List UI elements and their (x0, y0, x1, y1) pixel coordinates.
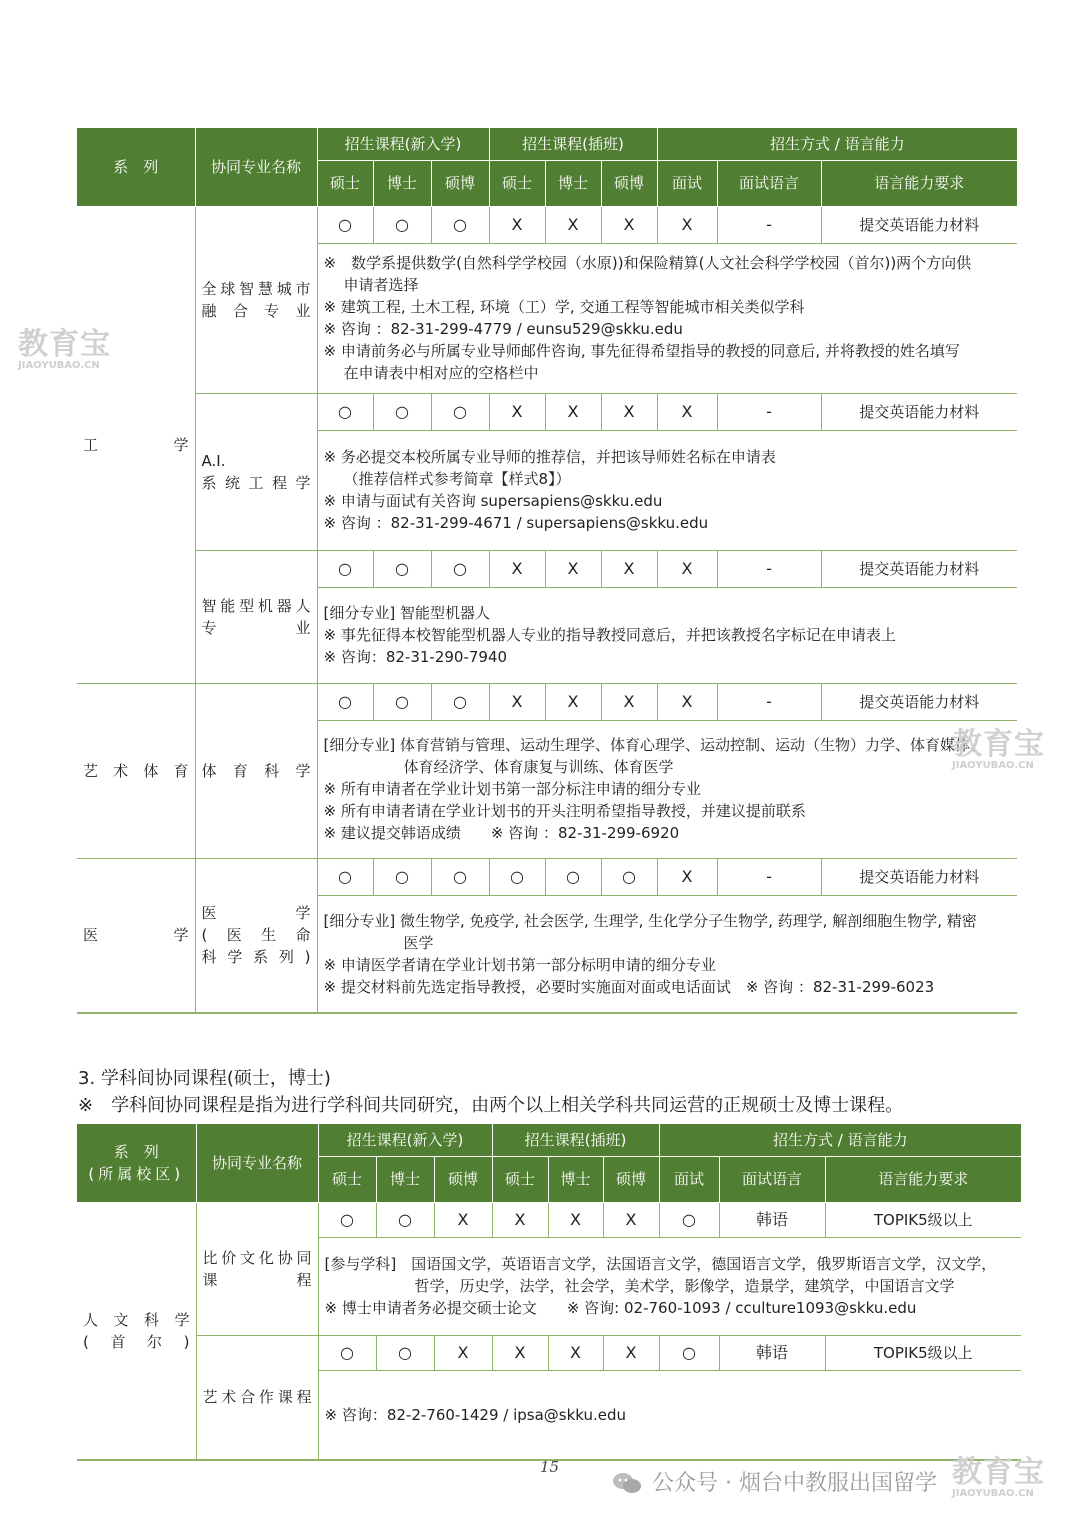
program-availability-mark: X (489, 206, 545, 243)
watermark-text: 教育宝 (952, 1455, 1045, 1490)
program-availability-mark: ○ (601, 858, 657, 895)
program-availability-mark: ○ (317, 206, 373, 243)
series-char: 学 (173, 926, 189, 945)
note-line: [细分专业] 智能型机器人 (323, 604, 490, 622)
notes-cell (318, 1237, 1021, 1335)
major-name-char: 工 (248, 473, 264, 492)
major-name-char: 器 (276, 596, 292, 615)
series-char: 体 (143, 761, 159, 780)
header-master: 硕士 (492, 1156, 548, 1202)
note-line: ※ 建议提交韩语成绩 ※ 咨询 ：82-31-299-6920 (323, 824, 680, 842)
major-name-char: 专 (264, 301, 280, 320)
major-name-line (202, 946, 311, 968)
major-name-char: 系 (253, 948, 269, 967)
program-availability-mark: X (601, 550, 657, 587)
watermark-bottom (952, 1455, 1045, 1500)
program-availability-mark: X (434, 1202, 492, 1237)
major-name-line (202, 472, 311, 494)
major-name-line (203, 1269, 312, 1291)
program-availability-mark: X (489, 683, 545, 720)
header-transfer: 招生课程(插班) (489, 128, 657, 160)
major-name-char: 育 (232, 761, 248, 780)
header-interview-language: 面试语言 (717, 160, 821, 206)
major-name-char: 学 (227, 948, 243, 967)
program-availability-mark: ○ (317, 550, 373, 587)
note-line: ※ 咨询：82-2-760-1429 / ipsa@skku.edu (324, 1405, 627, 1424)
note-line: （推荐信样式参考简章【样式8】） (343, 470, 571, 488)
major-name-char: 能 (220, 596, 236, 615)
series-char: 育 (173, 761, 189, 780)
major-name-char: A.I. (201, 451, 226, 470)
note-line: ※ 建筑工程, 土木工程, 环境（工）学, 交通工程等智能城市相关类似学科 (323, 298, 805, 316)
page-number: 15 (540, 1458, 560, 1476)
major-name-char: 课 (202, 1270, 218, 1289)
major-name-line (83, 1309, 190, 1331)
major-name-char: 专 (201, 618, 217, 637)
header-new-enroll: 招生课程(新入学) (317, 128, 489, 160)
major-name-char: 学 (174, 1310, 190, 1329)
interview-language: 韩语 (719, 1202, 825, 1237)
program-availability-mark: X (489, 550, 545, 587)
header-transfer: 招生课程(插班) (492, 1124, 659, 1156)
note-line: 医学 (403, 933, 434, 952)
program-availability-mark: X (545, 206, 601, 243)
program-table-2 (77, 1124, 1021, 1461)
wechat-icon (612, 1471, 642, 1493)
program-availability-mark: ○ (431, 393, 489, 430)
program-availability-mark: X (492, 1335, 548, 1370)
notes-cell (317, 430, 1017, 550)
major-name-char: 业 (295, 301, 311, 320)
major-name-line (202, 595, 311, 617)
major-name-char: 生 (261, 926, 277, 945)
program-availability-mark: X (601, 393, 657, 430)
major-name-cell (195, 683, 317, 858)
header-combined: 硕博 (431, 160, 489, 206)
major-name-line (202, 760, 311, 782)
major-name-char: 医 (226, 926, 242, 945)
program-availability-mark: X (434, 1335, 492, 1370)
program-availability-mark: ○ (318, 1202, 376, 1237)
program-availability-mark: ○ (489, 858, 545, 895)
major-name-char: 学 (295, 904, 311, 923)
program-availability-mark: X (489, 393, 545, 430)
note-line: ※ 申请医学者请在学业计划书第一部分标明申请的细分专业 (323, 955, 716, 974)
major-name-char: 球 (220, 279, 236, 298)
interview-language: - (717, 683, 821, 720)
watermark-right (952, 727, 1045, 772)
note-line: ※ 事先征得本校智能型机器人专业的指导教授同意后，并把该教授名字标记在申请表上 (323, 626, 896, 644)
header-method: 招生方式 / 语言能力 (659, 1124, 1021, 1156)
major-name-char: ) (304, 948, 311, 967)
major-name-char: 人 (83, 1310, 99, 1329)
series-cell (77, 206, 195, 683)
major-name-char: 科 (264, 761, 280, 780)
interview-mark: X (657, 550, 717, 587)
major-name-char: 学 (295, 473, 311, 492)
program-availability-mark: X (603, 1202, 659, 1237)
major-name-cell (196, 1335, 318, 1460)
major-name-char: 城 (276, 279, 292, 298)
major-name-char: 融 (201, 301, 217, 320)
major-name-char: 列 (278, 948, 294, 967)
interview-language: - (717, 393, 821, 430)
major-name-char: 协 (277, 1248, 293, 1267)
note-line: ※ 咨询 ：82-31-299-4671 / supersapiens@skku.edu (323, 514, 709, 532)
program-availability-mark: ○ (317, 683, 373, 720)
wechat-account-text: 公众号 · 烟台中教服出国留学 (652, 1471, 937, 1496)
note-line: ※ 数学系提供数学(自然科学学校园（水原))和保险精算(人文社会科学学校园（首尔))两个方向供 (323, 254, 972, 272)
note-line: ※ 咨询 ：82-31-299-4779 / eunsu529@skku.edu (323, 320, 683, 338)
major-name-char: 合 (232, 301, 248, 320)
major-name-char: 命 (295, 926, 311, 945)
header-master: 硕士 (318, 1156, 376, 1202)
note-line: 体育经济学、体育康复与训练、体育医学 (403, 758, 674, 776)
major-name-char: 程 (296, 1388, 312, 1407)
note-line: [细分专业] 体育营销与管理、运动生理学、体育心理学、运动控制、运动（生物）力学、体育媒体、 (323, 736, 985, 754)
language-requirement: 提交英语能力材料 (821, 683, 1017, 720)
note-line: [细分专业] 微生物学, 免疫学, 社会医学, 生理学, 生化学分子生物学, 药理学, 解剖细胞生物学, 精密 (323, 911, 977, 930)
note-line: ※ 申请与面试有关咨询 supersapiens@skku.edu (323, 492, 663, 510)
watermark-sub: JIAOYUBAO.CN (952, 1488, 1034, 1499)
major-name-char: 智 (201, 596, 217, 615)
major-name-cell (195, 206, 317, 393)
program-availability-mark: X (545, 393, 601, 430)
header-interview-language: 面试语言 (719, 1156, 825, 1202)
interview-mark: ○ (659, 1202, 719, 1237)
major-name-char: ( (201, 926, 208, 945)
program-availability-mark: ○ (431, 206, 489, 243)
header-series: 系 列 (77, 128, 195, 206)
wechat-footer (612, 1466, 937, 1497)
interview-mark: ○ (659, 1335, 719, 1370)
watermark-text: 教育宝 (18, 327, 111, 362)
series-char: 术 (113, 761, 129, 780)
notes-cell (317, 243, 1017, 393)
major-name-char: 人 (295, 596, 311, 615)
major-name-char: 机 (257, 596, 273, 615)
major-name-char: 价 (221, 1248, 237, 1267)
program-availability-mark: ○ (431, 550, 489, 587)
major-name-line (202, 617, 311, 639)
interview-mark: X (657, 683, 717, 720)
major-name-char: ( (83, 1332, 89, 1351)
major-name-char: 文 (113, 1310, 129, 1329)
major-name-char: 化 (258, 1248, 274, 1267)
major-name-char: 尔 (147, 1332, 163, 1351)
language-requirement: 提交英语能力材料 (821, 858, 1017, 895)
series-cell (77, 683, 195, 858)
major-name-char: 程 (271, 473, 287, 492)
header-major: 协同专业名称 (195, 128, 317, 206)
major-name-line (202, 924, 311, 946)
watermark-text: 教育宝 (952, 727, 1045, 762)
major-name-char: 学 (295, 761, 311, 780)
header-interview: 面试 (657, 160, 717, 206)
major-name-char: 医 (201, 904, 217, 923)
program-availability-mark: ○ (373, 683, 431, 720)
watermark-left (18, 327, 111, 372)
major-name-cell (196, 1202, 318, 1335)
header-master: 硕士 (489, 160, 545, 206)
major-name-char: 智 (239, 279, 255, 298)
major-name-char: 市 (295, 279, 311, 298)
header-new-enroll: 招生课程(新入学) (318, 1124, 492, 1156)
note-line: ※ 所有申请者请在学业计划书的开头注明希望指导教授，并建议提前联系 (323, 802, 806, 820)
header-language-requirement: 语言能力要求 (821, 160, 1017, 206)
major-name-char: 程 (296, 1270, 312, 1289)
series-char: 工 (83, 435, 99, 454)
language-requirement: TOPIK5级以上 (825, 1335, 1021, 1370)
major-name-line (203, 1386, 312, 1408)
program-availability-mark: ○ (373, 393, 431, 430)
major-name-char: 科 (201, 948, 217, 967)
program-availability-mark: X (548, 1202, 603, 1237)
note-line: ※ 咨询：82-31-290-7940 (323, 648, 508, 666)
major-name-char: ) (183, 1332, 190, 1351)
major-name-cell (195, 858, 317, 1013)
program-availability-mark: ○ (373, 550, 431, 587)
series-char: 学 (173, 435, 189, 454)
major-name-line (202, 450, 311, 472)
note-line: 申请者选择 (343, 276, 419, 294)
program-availability-mark: X (603, 1335, 659, 1370)
header-phd: 博士 (376, 1156, 434, 1202)
note-line: ※ 申请前务必与所属专业导师邮件咨询, 事先征得希望指导的教授的同意后, 并将教授的姓名填写 (323, 342, 960, 360)
header-combined: 硕博 (434, 1156, 492, 1202)
section-3-description: ※ 学科间协同课程是指为进行学科间共同研究，由两个以上相关学科共同运营的正规硕士及博士课程。 (78, 1095, 904, 1116)
program-availability-mark: ○ (373, 858, 431, 895)
language-requirement: 提交英语能力材料 (821, 206, 1017, 243)
section-3-title: 3. 学科间协同课程(硕士，博士) (78, 1068, 331, 1089)
language-requirement: 提交英语能力材料 (821, 393, 1017, 430)
program-availability-mark: ○ (376, 1202, 434, 1237)
watermark-sub: JIAOYUBAO.CN (952, 760, 1034, 771)
major-name-char: 课 (277, 1388, 293, 1407)
note-line: 在申请表中相对应的空格栏中 (343, 364, 539, 382)
major-name-cell (195, 393, 317, 550)
major-name-char: 统 (224, 473, 240, 492)
header-series (77, 1124, 196, 1202)
language-requirement: TOPIK5级以上 (825, 1202, 1021, 1237)
interview-language: - (717, 206, 821, 243)
header-series-line2: (所属校区) (88, 1164, 185, 1183)
program-availability-mark: ○ (545, 858, 601, 895)
program-availability-mark: ○ (317, 393, 373, 430)
major-name-char: 慧 (257, 279, 273, 298)
series-cell (77, 858, 195, 1013)
major-name-char: 体 (201, 761, 217, 780)
notes-cell (317, 895, 1017, 1013)
notes-cell (317, 720, 1017, 858)
program-availability-mark: X (545, 683, 601, 720)
program-availability-mark: ○ (318, 1335, 376, 1370)
header-master: 硕士 (317, 160, 373, 206)
program-availability-mark: ○ (317, 858, 373, 895)
interview-mark: X (657, 858, 717, 895)
program-availability-mark: X (492, 1202, 548, 1237)
series-cell (77, 1202, 196, 1460)
note-line: [参与学科] 国语国文学，英语语言文学，法国语言文学，德国语言文学，俄罗斯语言文学，汉文学， (324, 1255, 997, 1273)
series-char: 艺 (83, 761, 99, 780)
note-line: ※ 提交材料前先选定指导教授，必要时实施面对面或电话面试 ※ 咨询 ：82-31-299-6023 (323, 977, 935, 996)
major-name-char: 比 (202, 1248, 218, 1267)
header-method: 招生方式 / 语言能力 (657, 128, 1017, 160)
header-phd: 博士 (545, 160, 601, 206)
major-name-line (83, 1331, 190, 1353)
major-name-char: 业 (295, 618, 311, 637)
major-name-char: 合 (240, 1388, 256, 1407)
note-line: ※ 博士申请者务必提交硕士论文 ※ 咨询: 02-760-1093 / cculture1093@skku.edu (324, 1299, 917, 1317)
program-availability-mark: X (601, 683, 657, 720)
header-series-line1: 系 列 (113, 1142, 159, 1161)
major-name-char: 作 (258, 1388, 274, 1407)
program-availability-mark: ○ (431, 858, 489, 895)
series-char: 医 (83, 926, 99, 945)
major-name-line (203, 1247, 312, 1269)
interview-mark: X (657, 206, 717, 243)
interview-mark: X (657, 393, 717, 430)
major-name-line (202, 278, 311, 300)
program-availability-mark: ○ (373, 206, 431, 243)
major-name-char: 文 (240, 1248, 256, 1267)
major-name-char: 系 (201, 473, 217, 492)
major-name-char: 术 (221, 1388, 237, 1407)
header-phd: 博士 (373, 160, 431, 206)
watermark-sub: JIAOYUBAO.CN (18, 360, 100, 371)
note-line: ※ 务必提交本校所属专业导师的推荐信，并把该导师姓名标在申请表 (323, 448, 776, 466)
notes-cell (317, 587, 1017, 683)
interview-language: - (717, 550, 821, 587)
note-line: ※ 所有申请者在学业计划书第一部分标注申请的细分专业 (323, 780, 701, 798)
major-name-char: 同 (296, 1248, 312, 1267)
major-name-char: 首 (110, 1332, 126, 1351)
major-name-line (202, 902, 311, 924)
notes-cell (318, 1370, 1021, 1460)
major-name-char: 科 (143, 1310, 159, 1329)
note-line: 哲学，历史学，法学，社会学，美术学，影像学，造景学，建筑学，中国语言文学 (414, 1277, 955, 1295)
header-phd: 博士 (548, 1156, 603, 1202)
header-major: 协同专业名称 (196, 1124, 318, 1202)
program-availability-mark: ○ (431, 683, 489, 720)
program-availability-mark: X (545, 550, 601, 587)
major-name-char: 艺 (202, 1388, 218, 1407)
program-availability-mark: X (601, 206, 657, 243)
interview-language: 韩语 (719, 1335, 825, 1370)
language-requirement: 提交英语能力材料 (821, 550, 1017, 587)
major-name-char: 型 (239, 596, 255, 615)
major-name-char: 全 (201, 279, 217, 298)
header-combined: 硕博 (601, 160, 657, 206)
header-interview: 面试 (659, 1156, 719, 1202)
program-table-1 (77, 128, 1017, 1014)
program-availability-mark: ○ (376, 1335, 434, 1370)
header-language-requirement: 语言能力要求 (825, 1156, 1021, 1202)
header-combined: 硕博 (603, 1156, 659, 1202)
major-name-cell (195, 550, 317, 683)
interview-language: - (717, 858, 821, 895)
program-availability-mark: X (548, 1335, 603, 1370)
major-name-line (202, 300, 311, 322)
